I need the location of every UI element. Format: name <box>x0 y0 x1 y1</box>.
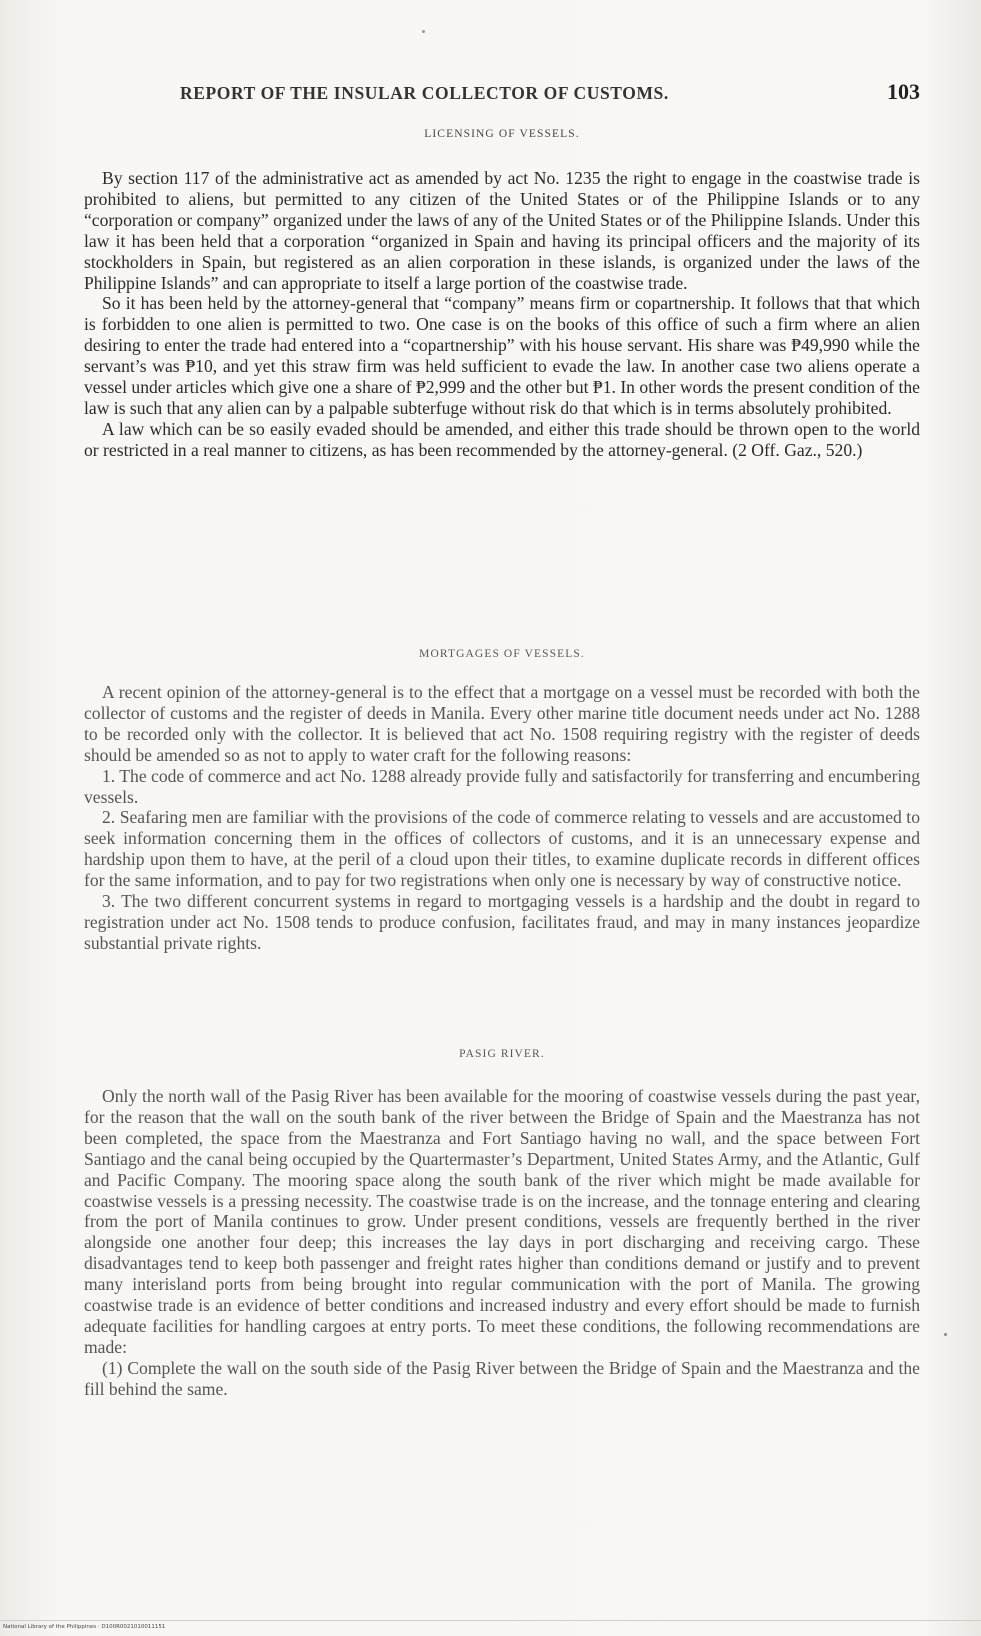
scan-speck <box>422 30 425 33</box>
section-pasig-body <box>84 1086 920 1400</box>
paragraph: A law which can be so easily evaded should be amended, and either this trade should be thrown open to the world or restricted in a real manner to citizens, as has been recommended by the attorney-general. (2 Off. Gaz., 520.) <box>84 418 920 460</box>
paragraph: 1. The code of commerce and act No. 1288 already provide fully and satisfactorily for transferring and encumbering vessels. <box>84 765 920 807</box>
paragraph: So it has been held by the attorney-general that “company” means firm or copartnership. It follows that that which is forbidden to one alien is permitted to two. One case is on the books of this office of such a firm where an alien desiring to enter the trade had entered into a “copartnership” with his house servant. His share was ₱49,990 while the servant’s was ₱10, and yet this straw firm was held sufficient to evade the law. In another case two aliens operate a vessel under articles which give one a share of ₱2,999 and the other but ₱1. In other words the present condition of the law is such that any alien can by a palpable subterfuge without risk do that which is in terms absolutely prohibited. <box>84 293 920 418</box>
heading-pasig-river: PASIG RIVER. <box>459 1048 545 1060</box>
paragraph: 2. Seafaring men are familiar with the provisions of the code of commerce relating to vessels and are accustomed to seek information concerning them in the offices of collectors of customs, and it is an unnecessary expense and hardship upon them to have, at the peril of a cloud upon their titles, to examine duplicate records in different offices for the same information, and to pay for two registrations when only one is necessary by way of constructive notice. <box>84 807 920 891</box>
paragraph: (1) Complete the wall on the south side of the Pasig River between the Bridge of Spain and the Maestranza and the fill behind the same. <box>84 1357 920 1399</box>
footer-rule <box>0 1620 981 1621</box>
page-number: 103 <box>887 79 920 104</box>
paragraph: A recent opinion of the attorney-general is to the effect that a mortgage on a vessel must be recorded with both the collector of customs and the register of deeds in Manila. Every other marine title document needs under act No. 1288 to be recorded only with the collector. It is believed that act No. 1508 requiring registry with the register of deeds should be amended so as not to apply to water craft for the following reasons: <box>84 682 920 765</box>
paragraph: 3. The two different concurrent systems in regard to mortgaging vessels is a hardship and the doubt in regard to registration under act No. 1508 tends to produce confusion, facilitates fraud, and may in many instances jeopardize substantial private rights. <box>84 891 920 953</box>
heading-mortgages-of-vessels: MORTGAGES OF VESSELS. <box>419 648 585 660</box>
paragraph: Only the north wall of the Pasig River has been available for the mooring of coastwise vessels during the past year, for the reason that the wall on the south bank of the river between the Bridge of Spain and the Maestranza has not been completed, the space from the Maestranza and Fort Santiago having no wall, and the space between Fort Santiago and the canal being occupied by the Quartermaster’s Department, United States Army, and the Atlantic, Gulf and Pacific Company. The mooring space along the south bank of the river which might be made available for coastwise vessels is a pressing necessity. The coastwise trade is on the increase, and the tonnage entering and clearing from the port of Manila continues to grow. Under present conditions, vessels are frequently berthed in the river alongside one another four deep; this increases the lay days in port discharging and receiving cargo. These disadvantages tend to keep both passenger and freight rates higher than conditions demand or justify and to prevent many interisland ports from being brought into regular communication with the port of Manila. The growing coastwise trade is an evidence of better conditions and increased industry and every effort should be made to furnish adequate facilities for handling cargoes at entry ports. To meet these conditions, the following recommendations are made: <box>84 1086 920 1357</box>
paragraph: By section 117 of the administrative act as amended by act No. 1235 the right to engage in the coastwise trade is prohibited to aliens, but permitted to any citizen of the United States or of the Philippine Islands or to any “corporation or company” organized under the laws of any of the United States or of the Philippine Islands. Under this law it has been held that a corporation “organized in Spain and having its principal officers and the majority of its stockholders in Spain, but registered as an alien corporation in these islands, is organized under the laws of the Philippine Islands” and can appropriate to itself a large portion of the coastwise trade. <box>84 168 920 293</box>
page-header <box>180 79 920 109</box>
section-mortgages-body <box>84 682 920 954</box>
scan-speck <box>944 1333 947 1336</box>
section-licensing-body <box>84 168 920 461</box>
heading-licensing-of-vessels: LICENSING OF VESSELS. <box>424 128 580 140</box>
footer-attribution: National Library of the Philippines · D100R0021010011151 <box>3 1624 166 1630</box>
running-title: REPORT OF THE INSULAR COLLECTOR OF CUSTOMS. <box>180 83 669 103</box>
